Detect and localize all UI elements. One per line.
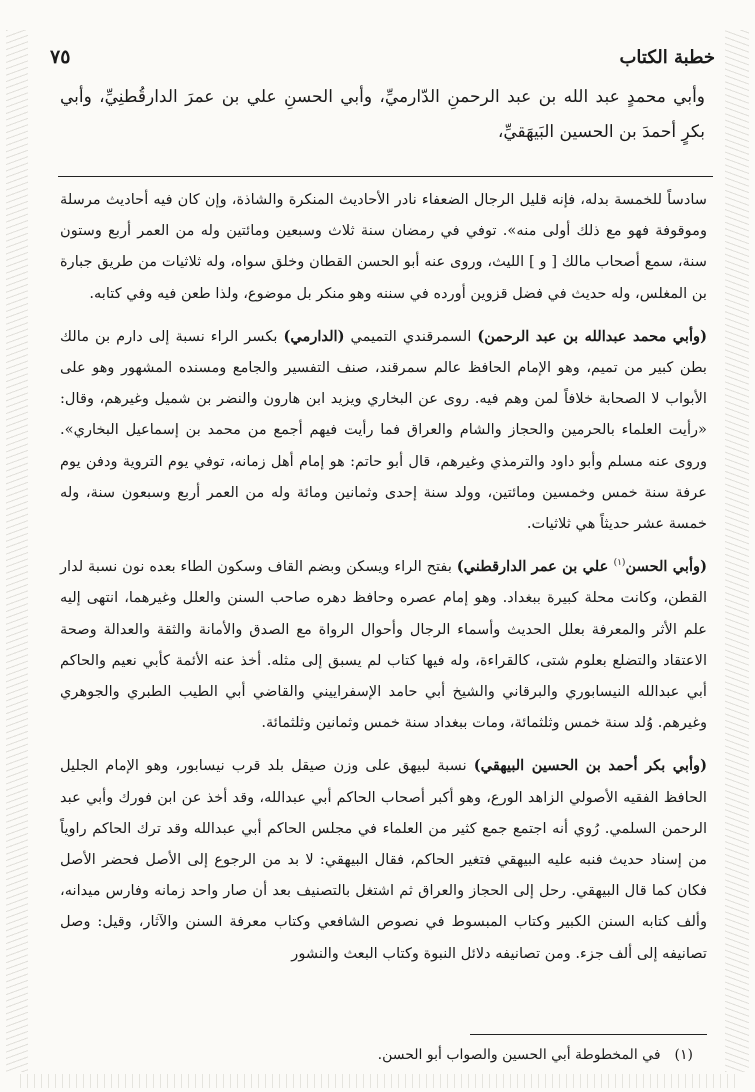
entry-heading-darimi: (وأبي محمد عبدالله بن عبد الرحمن) [477,327,707,345]
footnote-reference: (١) [613,558,626,569]
entry-heading-darimi-nisba: (الدارمي) [283,327,345,345]
running-title: خطبة الكتاب [619,46,715,68]
entry-heading-bayhaqi: (وأبي بكر أحمد بن الحسين البيهقي) [473,757,707,775]
main-text: وأبي محمدٍ عبد الله بن عبد الرحمنِ الدّارميِّ، وأبي الحسنِ علي بن عمرَ الدارقُطنِيِّ، وأبي بكرٍ أحمدَ بن الحسين البَيهَقيِّ، [60,87,705,142]
footnote-rule [470,1034,707,1035]
page-edge-bottom [20,1074,735,1088]
page-header [50,42,715,72]
entry-text: بكسر الراء نسبة إلى دارم بن مالك بطن كبير من تميم، وهو الإمام الحافظ عالم سمرقند، صنف التفسير والجامع ومسنده المشهور وهو على الأبواب لا الصحابة خلافاً لمن وهم فيه. روى عن البخاري ويزيد ابن هارون والنضر بن شميل وغيرهم، وقال: «رأيت العلماء بالحرمين والحجاز والشام والعراق فما رأيت فيهم أجمع من محمد بن إسماعيل البخاري». وروى عنه مسلم وأبو داود والترمذي وغيرهم، قال أبو حاتم: هو إمام أهل زمانه، توفي يوم التروية ودفن يوم عرفة سنة خمس وخمسين ومائتين، وولد سنة إحدى وثمانين ومائة وله من العمر أربع وسبعون سنة، وله خمسة عشر حديثاً هي ثلاثيات. [60,327,707,533]
entry-text: بفتح الراء ويسكن وبضم القاف وسكون الطاء بعده نون نسبة لدار القطن، وكانت محلة كبيرة ببغداد. وهو إمام عصره وحافظ دهره صاحب السنن والعلل وغيرهما، انتهى إليه علم الأثر والمعرفة بعلل الحديث وأسماء الرجال وأحوال الرواة مع الصدق والأمانة والثقة والعدالة وصحة الاعتقاد والتضلع بعلوم شتى، كالقراءة، وله فيها كتاب لم يسبق إلى مثله. أخذ عنه الأئمة كأبي نعيم والحاكم أبي عبدالله النيسابوري والبرقاني والشيخ أبي حامد الإسفراييني والقاضي أبي الطيب الطبري والجوهري وغيرهم. وُلد سنة خمس وثلثمائة، ومات ببغداد سنة خمس وثمانين وثلثمائة. [60,558,707,732]
commentary-paragraph-1: سادساً للخمسة بدله، فإنه قليل الرجال الضعفاء نادر الأحاديث المنكرة والشاذة، وإن كان فيه أحاديث مرسلة وموقوفة فهو مع ذلك أولى منه». توفي في رمضان سنة ثلاث وسبعين ومائتين وله من العمر أربع وستون سنة، سمع أصحاب مالك [ و ] الليث، وروى عنه أبو الحسن القطان وخلق سواه، وله ثلاثيات من طريق جبارة بن المغلس، وله حديث في فضل قزوين أورده في سننه وهو منكر بل موضوع، ولذا طعن فيه وفي كتابه. [60,191,707,302]
page-edge-right [725,30,749,1072]
commentary-paragraph-4 [60,750,707,968]
entry-text: نسبة لبيهق على وزن صيقل بلد قرب نيسابور، وهو الإمام الجليل الحافظ الفقيه الأصولي الزاهد الورع، وهو أكبر أصحاب الحاكم أبي عبدالله، وقد أخذ عن ابن فورك وأبي عبد الرحمن السلمي. رُوي أنه اجتمع جمع كثير من العلماء في مجلس الحاكم أبي عبدالله وقد ترك الحاكم راوياً من إسناد حديث فنبه عليه البيهقي فتغير الحاكم، فقال البيهقي: لا بد من الرجوع إلى الأصل فحضر الأصل فكان كما قال البيهقي. رحل إلى الحجاز والعراق ثم اشتغل بالتصنيف بعد أن صار واحد زمانه وفارس ميدانه، وألف كتابه السنن الكبير وكتاب المبسوط في نصوص الشافعي وكتاب معرفة السنن والآثار، وقيل: وصل تصانيفه إلى ألف جزء. ومن تصانيفه دلائل النبوة وكتاب البعث والنشور [60,757,707,962]
page-number: ٧٥ [50,46,71,68]
page-edge-left [6,30,28,1072]
separator-rule [58,176,713,177]
commentary-paragraph-3 [60,551,707,738]
footnote-text: في المخطوطة أبي الحسين والصواب أبو الحسن. [377,1047,661,1063]
entry-heading-daraqutni: (وأبي الحسن [625,558,707,576]
main-text-block [60,80,705,150]
footnote [60,1044,693,1066]
commentary-paragraph-2 [60,321,707,539]
commentary-block [60,184,707,981]
entry-text: السمرقندي التميمي [344,327,478,345]
entry-heading-daraqutni-name: علي بن عمر الدارقطني) [456,558,614,576]
footnote-number: (١) [674,1047,693,1063]
